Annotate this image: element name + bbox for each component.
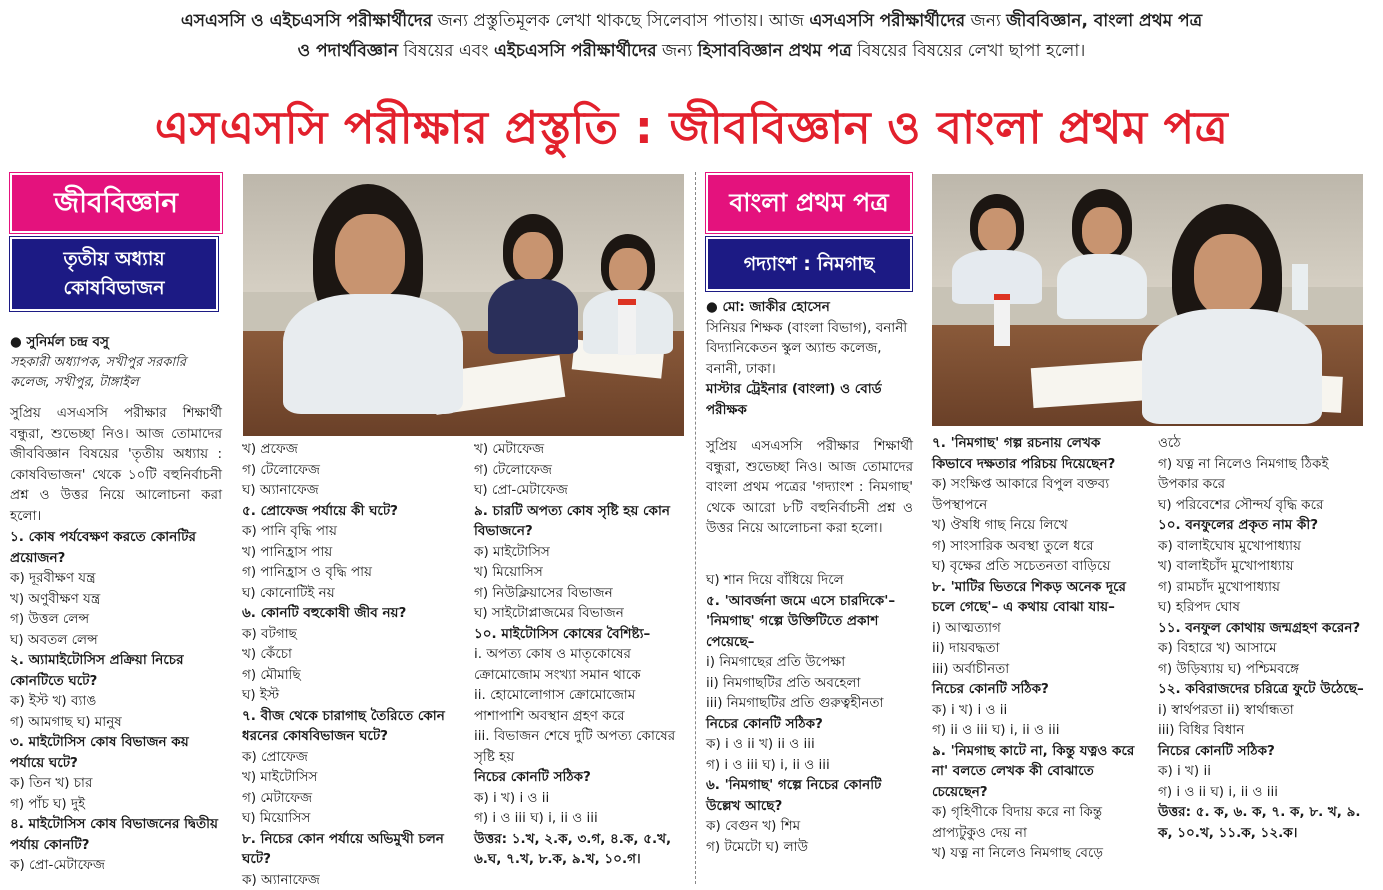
option-line: গ) i ও iii ঘ) i, ii ও iii bbox=[474, 810, 598, 826]
intro-text: বিষয়ের এবং bbox=[398, 41, 494, 61]
option-line: ঘ) কোনোটিই নয় bbox=[242, 584, 335, 601]
option-line: ক) বেগুন খ) শিম bbox=[706, 818, 801, 834]
bangla-column-2 bbox=[932, 433, 1140, 864]
option-line: ঘ) বৃক্ষের প্রতি সচেতনতা বাড়িয়ে bbox=[932, 558, 1111, 574]
intro-text: জন্য bbox=[656, 41, 698, 61]
option-line: গ) টেলোফেজ bbox=[242, 461, 321, 478]
option-line: iii) অর্বাচীনতা bbox=[932, 660, 1010, 677]
intro-text: এসএসসি পরীক্ষার্থীদের bbox=[809, 11, 966, 31]
column-divider bbox=[695, 172, 696, 884]
option-line: গ) টেলোফেজ bbox=[474, 461, 553, 478]
question-line: নিচের কোনটি সঠিক? bbox=[474, 769, 591, 785]
intro-text: জন্য bbox=[965, 11, 1007, 31]
option-line: ii) নিমগাছটির প্রতি অবহেলা bbox=[706, 674, 861, 691]
option-line: খ) প্রফেজ bbox=[242, 441, 298, 457]
question-line: ১. কোষ পর্যবেক্ষণ করতে কোনটির প্রয়োজন? bbox=[10, 529, 196, 566]
question-line: ১১. বনফুল কোথায় জন্মগ্রহণ করেন? bbox=[1158, 619, 1361, 636]
option-line: খ) মিয়োসিস bbox=[474, 564, 543, 580]
option-line: খ) ঔষধি গাছ নিয়ে লিখে bbox=[932, 517, 1068, 533]
option-line: ক) সংক্ষিপ্ত আকারে বিপুল বক্তব্য উপস্থাপনে bbox=[932, 476, 1110, 513]
option-line: iii. বিভাজন শেষে দুটি অপত্য কোষের সৃষ্টি হয় bbox=[474, 728, 676, 765]
option-line: ক) i খ) i ও ii bbox=[932, 701, 1008, 718]
option-line: গ) টমেটো ঘ) লাউ bbox=[706, 838, 809, 855]
option-line: গ) উত্তল লেন্স bbox=[10, 611, 90, 627]
question-line: ৭. 'নিমগাছ' গল্প রচনায় লেখক কিভাবে দক্ষতার পরিচয় দিয়েছেন? bbox=[932, 435, 1116, 472]
option-line: ক) ইস্ট খ) ব্যাঙ bbox=[10, 693, 97, 709]
intro-text: জীববিজ্ঞান, বাংলা প্রথম পত্র bbox=[1006, 11, 1203, 31]
option-line: গ) মেটাফেজ bbox=[242, 789, 313, 806]
option-line: ক) মাইটোসিস bbox=[474, 543, 550, 560]
bangla-intro-text: সুপ্রিয় এসএসসি পরীক্ষার শিক্ষার্থী বন্ধুরা, শুভেচ্ছা নিও। আজ তোমাদের বাংলা প্রথম পত্রের 'গদ্যাংশ : নিমগাছ' থেকে আরো ৮টি বহুনির্বাচনী প্রশ্ন ও উত্তর নিয়ে আলোচনা করা হলো। bbox=[706, 438, 913, 536]
option-line: ঘ) মিয়োসিস bbox=[242, 810, 311, 826]
option-line: ঘ) অ্যানাফেজ bbox=[242, 482, 319, 498]
question-line: নিচের কোনটি সঠিক? bbox=[932, 681, 1049, 697]
option-line: i) নিমগাছের প্রতি উপেক্ষা bbox=[706, 654, 846, 670]
bio-subject-box bbox=[10, 173, 222, 233]
bangla-column-3 bbox=[1158, 433, 1368, 843]
intro-note bbox=[20, 6, 1363, 66]
option-line: খ) অণুবীক্ষণ যন্ত্র bbox=[10, 590, 101, 607]
option-line: ক) i খ) ii bbox=[1158, 763, 1211, 779]
option-line: ক) প্রোফেজ bbox=[242, 748, 308, 765]
option-line: ক) তিন খ) চার bbox=[10, 775, 93, 791]
question-line: ৩. মাইটোসিস কোষ বিভাজন কয় পর্যায়ে ঘটে? bbox=[10, 734, 189, 771]
option-line: গ) উড়িষ্যায় ঘ) পশ্চিমবঙ্গে bbox=[1158, 660, 1299, 677]
option-line: ঘ) শান দিয়ে বাঁধিয়ে দিলে bbox=[706, 572, 844, 588]
question-line: ৬. 'নিমগাছ' গল্পে নিচের কোনটি উল্লেখ আছে? bbox=[706, 777, 882, 814]
option-line: খ) যত্ন না নিলেও নিমগাছ বেড়ে bbox=[932, 845, 1103, 861]
question-line: নিচের কোনটি সঠিক? bbox=[1158, 742, 1275, 759]
option-line: খ) বালাইচাঁদ মুখোপাধ্যায় bbox=[1158, 558, 1294, 574]
option-line: ক) বালাইঘোষ মুখোপাধ্যায় bbox=[1158, 537, 1301, 554]
bangla-subject: বাংলা প্রথম পত্র bbox=[729, 188, 889, 217]
bio-byline bbox=[10, 332, 222, 394]
question-line: ৫. প্রোফেজ পর্যায়ে কী ঘটে? bbox=[242, 502, 399, 519]
intro-text: বিষয়ের বিষয়ের লেখা ছাপা হলো। bbox=[851, 41, 1086, 61]
option-line: ঘ) প্রো-মেটাফেজ bbox=[474, 482, 568, 498]
question-line: ৮. নিচের কোন পর্যায়ে অভিমুখী চলন ঘটে? bbox=[242, 830, 444, 867]
bio-chapter-box bbox=[10, 237, 218, 311]
option-line: i) আত্মত্যাগ bbox=[932, 619, 1001, 636]
option-line: খ) মাইটোসিস bbox=[242, 769, 318, 785]
option-line: iii) নিমগাছটির প্রতি গুরুত্বহীনতা bbox=[706, 695, 884, 711]
question-line: ২. অ্যামাইটোসিস প্রক্রিয়া নিচের কোনটিতে ঘটে? bbox=[10, 652, 184, 689]
option-line: ঘ) পরিবেশের সৌন্দর্য বৃদ্ধি করে bbox=[1158, 496, 1324, 513]
bangla-author-title: সিনিয়র শিক্ষক (বাংলা বিভাগ), বনানী বিদ্যানিকেতন স্কুল অ্যান্ড কলেজ, বনানী, ঢাকা। bbox=[706, 319, 908, 377]
option-line: ক) গৃহিণীকে বিদায় করে না কিন্তু প্রাপ্যটুকুও দেয় না bbox=[932, 804, 1103, 841]
bio-chapter-line2: কোষবিভাজন bbox=[63, 277, 165, 299]
intro-text: ও পদার্থবিজ্ঞান bbox=[297, 41, 399, 61]
option-line: ii. হোমোলোগাস ক্রোমোজোম পাশাপাশি অবস্থান গ্রহণ করে bbox=[474, 687, 636, 724]
option-line: ক) প্রো-মেটাফেজ bbox=[10, 857, 105, 873]
bio-intro-text: সুপ্রিয় এসএসসি পরীক্ষার শিক্ষার্থী বন্ধুরা, শুভেচ্ছা নিও। আজ তোমাদের জীববিজ্ঞান বিষয়ের 'তৃতীয় অধ্যায় : কোষবিভাজন' থেকে ১০টি বহুনির্বাচনী প্রশ্ন ও উত্তর নিয়ে আলোচনা করা হলো। bbox=[10, 405, 222, 524]
option-line: গ) i ও ii ঘ) i, ii ও iii bbox=[1158, 783, 1278, 800]
bio-author-title: সহকারী অধ্যাপক, সখীপুর সরকারি কলেজ, সখীপুর, টাঙ্গাইল bbox=[10, 354, 186, 390]
intro-line-1 bbox=[20, 6, 1363, 36]
question-line: ৮. 'মাটির ভিতরে শিকড় অনেক দূরে চলে গেছে'– এ কথায় বোঝা যায়– bbox=[932, 578, 1126, 615]
exam-hall-photo-1 bbox=[243, 174, 684, 436]
bio-column-1 bbox=[10, 527, 222, 876]
option-line: ii) দায়বদ্ধতা bbox=[932, 640, 1000, 656]
option-line: খ) কেঁচো bbox=[242, 646, 292, 662]
bio-intro bbox=[10, 403, 222, 526]
option-line: গ) পানিহ্রাস ও বৃদ্ধি পায় bbox=[242, 564, 373, 580]
bio-column-2 bbox=[242, 439, 454, 890]
question-line: ১০. বনফুলের প্রকৃত নাম কী? bbox=[1158, 517, 1319, 533]
intro-line-2 bbox=[20, 36, 1363, 66]
bangla-topic: গদ্যাংশ : নিমগাছ bbox=[743, 253, 875, 275]
option-line: খ) পানিহ্রাস পায় bbox=[242, 543, 333, 560]
bangla-byline bbox=[706, 297, 913, 420]
option-line: ক) পানি বৃদ্ধি পায় bbox=[242, 523, 337, 539]
question-line: ৭. বীজ থেকে চারাগাছ তৈরিতে কোন ধরনের কোষবিভাজন ঘটে? bbox=[242, 707, 445, 744]
option-line: ঘ) হরিপদ ঘোষ bbox=[1158, 599, 1240, 615]
intro-text: হিসাববিজ্ঞান প্রথম পত্র bbox=[697, 41, 852, 61]
question-line: ১০. মাইটোসিস কোষের বৈশিষ্ট্য– bbox=[474, 625, 651, 642]
option-line: ক) বটগাছ bbox=[242, 625, 297, 642]
option-line: খ) মেটাফেজ bbox=[474, 441, 545, 457]
option-line: গ) যত্ন না নিলেও নিমগাছ ঠিকই উপকার করে bbox=[1158, 455, 1329, 492]
option-line: ক) i খ) i ও ii bbox=[474, 789, 550, 806]
option-line: i. অপত্য কোষ ও মাতৃকোষের ক্রোমোজোম সংখ্যা সমান থাকে bbox=[474, 646, 641, 683]
option-line: ওঠে bbox=[1158, 435, 1181, 451]
option-line: গ) রামচাঁদ মুখোপাধ্যায় bbox=[1158, 578, 1280, 595]
option-line: iii) বিধির বিধান bbox=[1158, 722, 1245, 738]
option-line: গ) আমগাছ ঘ) মানুষ bbox=[10, 713, 122, 730]
option-line: গ) ii ও iii ঘ) i, ii ও iii bbox=[932, 722, 1060, 738]
bangla-topic-box bbox=[706, 237, 912, 291]
question-line: ৬. কোনটি বহুকোষী জীব নয়? bbox=[242, 605, 407, 621]
option-line: গ) সাংসারিক অবস্থা তুলে ধরে bbox=[932, 537, 1094, 554]
option-line: গ) পাঁচ ঘ) দুই bbox=[10, 795, 86, 812]
bio-author: ● সুনির্মল চন্দ্র বসু bbox=[10, 334, 109, 350]
option-line: ক) বিহারে খ) আসামে bbox=[1158, 640, 1277, 656]
question-line: ৯. চারটি অপত্য কোষ সৃষ্টি হয় কোন বিভাজনে? bbox=[474, 502, 670, 539]
option-line: ক) i ও ii খ) ii ও iii bbox=[706, 736, 815, 752]
intro-text: জন্য প্রস্তুতিমূলক লেখা থাকছে সিলেবাস পাতায়। আজ bbox=[432, 11, 810, 31]
bangla-intro bbox=[706, 436, 913, 539]
option-line: ক) অ্যানাফেজ bbox=[242, 871, 320, 888]
exam-hall-photo-2 bbox=[932, 174, 1363, 426]
option-line: i) স্বার্থপরতা ii) স্বার্থান্ধতা bbox=[1158, 701, 1294, 718]
option-line: ক) দূরবীক্ষণ যন্ত্র bbox=[10, 570, 96, 586]
bangla-author-title-2: মাস্টার ট্রেইনার (বাংলা) ও বোর্ড পরীক্ষক bbox=[706, 381, 882, 418]
option-line: ঘ) অবতল লেন্স bbox=[10, 631, 98, 648]
option-line: গ) মৌমাছি bbox=[242, 666, 301, 683]
question-line: ৪. মাইটোসিস কোষ বিভাজনের দ্বিতীয় পর্যায় কোনটি? bbox=[10, 816, 218, 853]
bangla-subject-box bbox=[706, 173, 912, 233]
bio-subject: জীববিজ্ঞান bbox=[54, 186, 178, 219]
main-headline: এসএসসি পরীক্ষার প্রস্তুতি : জীববিজ্ঞান ও বাংলা প্রথম পত্র bbox=[154, 101, 1229, 154]
option-line: ঘ) সাইটোপ্লাজমের বিভাজন bbox=[474, 605, 624, 621]
question-line: ১২. কবিরাজদের চরিত্রে ফুটে উঠেছে– bbox=[1158, 681, 1364, 697]
question-line: নিচের কোনটি সঠিক? bbox=[706, 715, 823, 732]
bio-chapter-line1: তৃতীয় অধ্যায় bbox=[63, 248, 165, 270]
option-line: গ) i ও iii ঘ) i, ii ও iii bbox=[706, 756, 830, 773]
question-line: উত্তর: ১.খ, ২.ক, ৩.গ, ৪.ক, ৫.খ, ৬.ঘ, ৭.খ, ৮.ক, ৯.খ, ১০.গ। bbox=[474, 830, 672, 867]
bangla-author: ● মো: জাকীর হোসেন bbox=[706, 299, 830, 315]
bio-column-3 bbox=[474, 439, 684, 870]
intro-text: এসএসসি ও এইচএসসি পরীক্ষার্থীদের bbox=[180, 11, 433, 31]
question-line: ৫. 'আবর্জনা জমে এসে চারদিকে'– 'নিমগাছ' গল্পে উক্তিটিতে প্রকাশ পেয়েছে– bbox=[706, 592, 896, 650]
question-line: উত্তর: ৫. ক, ৬. ক, ৭. ক, ৮. খ, ৯. ক, ১০.খ, ১১.ক, ১২.ক। bbox=[1158, 804, 1361, 841]
option-line: গ) নিউক্লিয়াসের বিভাজন bbox=[474, 584, 613, 601]
intro-text: এইচএসসি পরীক্ষার্থীদের bbox=[493, 41, 657, 61]
option-line: ঘ) ইস্ট bbox=[242, 687, 280, 703]
bangla-column-1 bbox=[706, 570, 913, 857]
question-line: ৯. 'নিমগাছ কাটে না, কিন্তু যত্নও করে না' বলতে লেখক কী বোঝাতে চেয়েছেন? bbox=[932, 742, 1135, 800]
